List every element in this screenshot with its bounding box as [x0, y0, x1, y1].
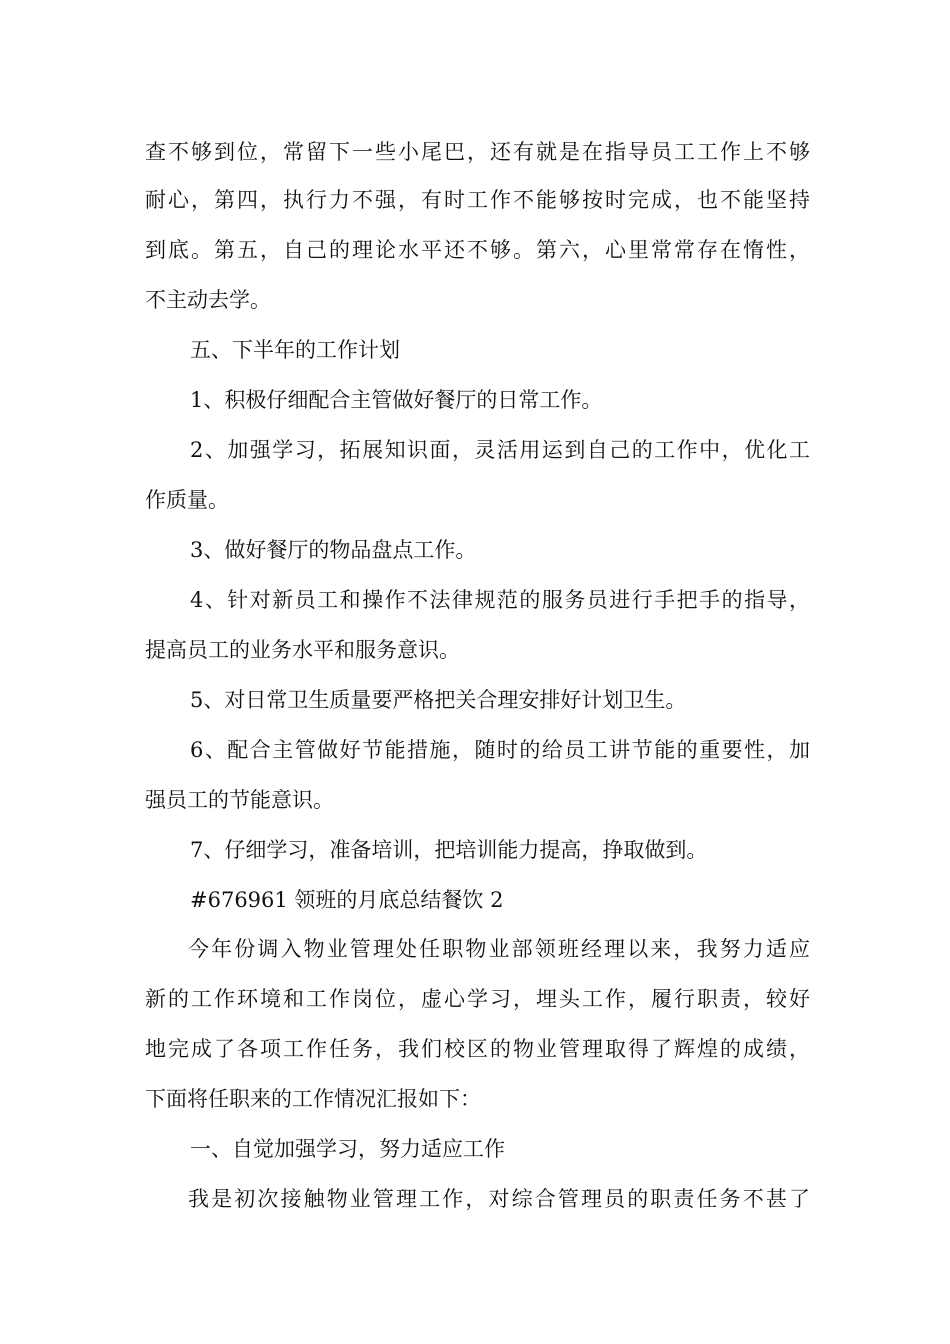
plan-item-6-continuation: 强员工的节能意识。 [145, 788, 334, 812]
paragraph-line: 查不够到位，常留下一些小尾巴，还有就是在指导员工工作上不够 [145, 140, 810, 164]
paragraph-line: 地完成了各项工作任务，我们校区的物业管理取得了辉煌的成绩， [145, 1037, 810, 1061]
paragraph-line: 到底。第五，自己的理论水平还不够。第六，心里常常存在惰性， [145, 238, 810, 262]
paragraph-line: 我是初次接触物业管理工作，对综合管理员的职责任务不甚了 [188, 1187, 810, 1211]
section-heading: 一、自觉加强学习，努力适应工作 [190, 1137, 505, 1161]
plan-item-4-continuation: 提高员工的业务水平和服务意识。 [145, 638, 460, 662]
plan-item-1: 1、积极仔细配合主管做好餐厅的日常工作。 [190, 388, 603, 412]
plan-item-7: 7、仔细学习，准备培训，把培训能力提高，挣取做到。 [190, 838, 708, 862]
section-heading: 五、下半年的工作计划 [190, 338, 400, 362]
paragraph-line: 下面将任职来的工作情况汇报如下： [145, 1087, 481, 1111]
paragraph-line: 新的工作环境和工作岗位，虚心学习，埋头工作，履行职责，较好 [145, 987, 810, 1011]
paragraph-line: 耐心，第四，执行力不强，有时工作不能够按时完成，也不能坚持 [145, 188, 810, 212]
plan-item-4: 4、针对新员工和操作不法律规范的服务员进行手把手的指导， [190, 588, 810, 612]
plan-item-2: 2、加强学习，拓展知识面，灵活用运到自己的工作中，优化工 [190, 438, 810, 462]
paragraph-line: 今年份调入物业管理处任职物业部领班经理以来，我努力适应 [188, 937, 810, 961]
plan-item-3: 3、做好餐厅的物品盘点工作。 [190, 538, 477, 562]
plan-item-6: 6、配合主管做好节能措施，随时的给员工讲节能的重要性，加 [190, 738, 810, 762]
paragraph-line: 不主动去学。 [145, 288, 271, 312]
article-title: #676961 领班的月底总结餐饮 2 [190, 888, 504, 912]
plan-item-2-continuation: 作质量。 [145, 488, 229, 512]
plan-item-5: 5、对日常卫生质量要严格把关合理安排好计划卫生。 [190, 688, 687, 712]
